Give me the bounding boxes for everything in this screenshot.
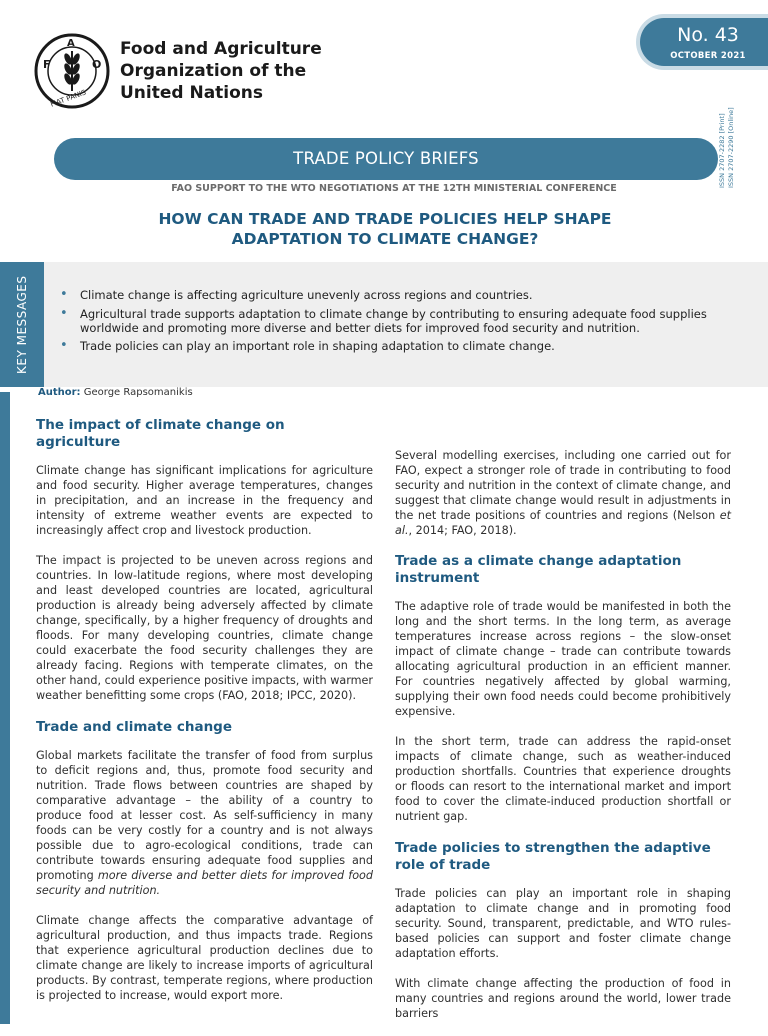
body-paragraph <box>36 748 373 898</box>
org-name-line: United Nations <box>120 83 264 103</box>
left-accent-strip <box>0 392 10 1024</box>
org-name-line: Organization of the <box>120 61 307 81</box>
issn-block <box>718 96 746 188</box>
section-heading: Trade policies to strengthen the adaptive role of trade <box>395 840 711 873</box>
left-column <box>36 417 373 1018</box>
body-paragraph: Climate change has significant implications for agriculture and food security. Higher average temperatures, changes in precipitation, and an increase in the frequency and intensity of extreme weather events are expected to increasingly affect crop and livestock production. <box>36 464 373 537</box>
right-column <box>395 448 731 1036</box>
section-heading: Trade and climate change <box>36 719 232 735</box>
title-line: ADAPTATION TO CLIMATE CHANGE? <box>231 230 539 248</box>
issue-date: OCTOBER 2021 <box>670 51 746 61</box>
paragraph-italic: et al. <box>395 509 731 537</box>
body-paragraph: In the short term, trade can address the rapid-onset impacts of climate change, such as weather-induced production shortfalls. Countries that experience droughts or floods can resort to the international market and import food to cover the climate-induced production shortfall or nutrient gap. <box>395 735 731 823</box>
document-title <box>60 209 710 249</box>
author-line <box>38 387 193 398</box>
svg-text:A: A <box>67 38 75 49</box>
svg-text:O: O <box>92 58 102 71</box>
body-paragraph: The impact is projected to be uneven across regions and countries. In low-latitude regions, where most developing and least developed countries are located, agricultural production is already being adversely affected by climate change, specifically, by a higher frequency of droughts and floods. For many developing countries, climate change could exacerbate the food security challenges they are already facing. Regions with temperate climates, on the other hand, could experience positive impacts, with warmer weather benefitting some crops (FAO, 2018; IPCC, 2020). <box>36 554 373 702</box>
author-name: George Rapsomanikis <box>83 387 193 398</box>
support-subtitle: FAO SUPPORT TO THE WTO NEGOTIATIONS AT THE 12TH MINISTERIAL CONFERENCE <box>171 183 617 194</box>
series-title-banner: TRADE POLICY BRIEFS <box>54 138 718 180</box>
title-line: HOW CAN TRADE AND TRADE POLICIES HELP SHAPE <box>158 210 612 228</box>
fao-logo <box>34 33 110 109</box>
org-name-line: Food and Agriculture <box>120 39 322 59</box>
section-heading: The impact of climate change on agriculture <box>36 417 285 450</box>
body-paragraph: Climate change affects the comparative advantage of agricultural production, and thus impacts trade. Regions that experience agricultural production declines due to climate change are likely to increase imports of agricultural products. By contrast, temperate regions, where production is projected to increase, would export more. <box>36 914 373 1002</box>
body-paragraph: The adaptive role of trade would be manifested in both the long and the short terms. In the long term, as average temperatures increase across regions – the slow-onset impact of climate change – trade can contribute towards allocating agricultural production in an efficient manner. For countries negatively affected by global warming, supplying their own food needs could become prohibitively expensive. <box>395 600 731 718</box>
section-heading: Trade as a climate change adaptation instrument <box>395 553 682 586</box>
key-message-item: • Agricultural trade supports adaptation to climate change by contributing to ensuring adequate food supplies worldwide and promoting more diverse and better diets for improved food security and nutrition. <box>60 307 740 335</box>
body-paragraph: Trade policies can play an important role in shaping adaptation to climate change and in promoting food security. Sound, transparent, predictable, and WTO rules-based policies can support and foster climate change adaptation efforts. <box>395 887 731 960</box>
paragraph-text: Several modelling exercises, including one carried out for FAO, expect a stronger role of trade in contributing to food security and nutrition in the context of climate change, and suggest that climate change would result in adjustments in the net trade positions of countries and regions (Nelson <box>395 449 731 522</box>
author-label: Author: <box>38 387 81 398</box>
paragraph-italic: more diverse and better diets for improved food security and nutrition. <box>36 869 373 897</box>
key-messages-list <box>60 288 740 358</box>
organization-name <box>120 38 350 104</box>
paragraph-text: Global markets facilitate the transfer of food from surplus to deficit regions and, thus, promote food security and nutrition. Trade flows between countries are shaped by comparative advantage – the ability of a country to produce food at lesser cost. As self-sufficiency in many foods can be very costly for a country and is not always possible due to agro-ecological conditions, trade can contribute towards ensuring adequate food supplies and promoting <box>36 749 373 882</box>
svg-text:F: F <box>43 58 51 71</box>
key-messages-label: KEY MESSAGES <box>15 275 29 374</box>
issn-online: ISSN 2707-2290 [Online] <box>727 107 735 188</box>
paragraph-text: , 2014; FAO, 2018). <box>408 524 517 537</box>
body-paragraph <box>395 448 731 538</box>
body-paragraph: With climate change affecting the production of food in many countries and regions around the world, lower trade barriers <box>395 977 731 1020</box>
key-message-item: • Trade policies can play an important role in shaping adaptation to climate change. <box>60 339 740 353</box>
svg-text:FIAT PANIS: FIAT PANIS <box>49 88 88 109</box>
issn-print: ISSN 2707-2282 [Print] <box>718 113 726 188</box>
issue-badge <box>636 14 768 70</box>
key-message-item: • Climate change is affecting agriculture unevenly across regions and countries. <box>60 288 740 302</box>
issue-number: No. 43 <box>677 24 739 46</box>
